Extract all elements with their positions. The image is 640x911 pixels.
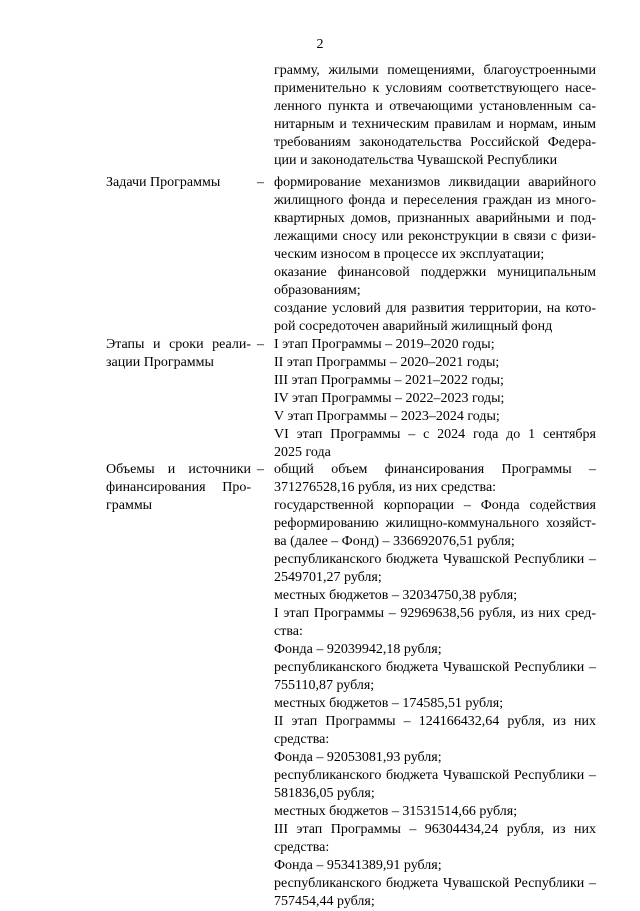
section-label: Объемы и источники финансирования Про-граммы xyxy=(106,462,251,513)
text-line: ва (далее – Фонд) – 336692076,51 рубля; xyxy=(274,534,515,549)
text-line: местных бюджетов – 32034750,38 рубля; xyxy=(274,588,518,603)
section-label: Задачи Программы xyxy=(106,175,221,190)
text-line: лежащими сносу или реконструкции в связи с физи- xyxy=(274,229,596,244)
text-line: государственной корпорации – Фонда содействия xyxy=(274,498,596,513)
text-line: республиканского бюджета Чувашской Республики – xyxy=(274,876,596,891)
text-line: образованиям; xyxy=(274,283,361,298)
section-content xyxy=(274,174,596,336)
text-line: местных бюджетов – 31531514,66 рубля; xyxy=(274,804,518,819)
text-line: VI этап Программы – с 2024 года до 1 сентября xyxy=(274,427,596,442)
text-line: I этап Программы – 2019–2020 годы; xyxy=(274,337,495,352)
text-line: II этап Программы – 2020–2021 годы; xyxy=(274,355,500,370)
page-number: 2 xyxy=(316,37,324,52)
text-line: III этап Программы – 96304434,24 рубля, из них xyxy=(274,822,596,837)
text-line: Фонда – 95341389,91 рубля; xyxy=(274,858,442,873)
text-line: 581836,05 рубля; xyxy=(274,786,375,801)
text-line: общий объем финансирования Программы – xyxy=(274,462,596,477)
section-dash: – xyxy=(257,337,264,352)
text-line: 755110,87 рубля; xyxy=(274,678,375,693)
text-line: ленного пункта и отвечающими установленным са- xyxy=(274,99,596,114)
text-line: Фонда – 92039942,18 рубля; xyxy=(274,642,442,657)
text-line: 371276528,16 рубля, из них средства: xyxy=(274,480,497,495)
text-line: 2549701,27 рубля; xyxy=(274,570,382,585)
section-dash: – xyxy=(257,175,264,190)
text-line: формирование механизмов ликвидации аварийного xyxy=(274,175,596,190)
text-line: ции и законодательства Чувашской Республики xyxy=(274,153,558,168)
text-line: применительно к условиям соответствующего насе- xyxy=(274,81,596,96)
text-line: грамму, жилыми помещениями, благоустроенными xyxy=(274,63,596,78)
text-line: V этап Программы – 2023–2024 годы; xyxy=(274,409,500,424)
text-line: квартирных домов, признанных аварийными и под- xyxy=(274,211,596,226)
text-line: IV этап Программы – 2022–2023 годы; xyxy=(274,391,505,406)
text-line: нитарным и техническим правилам и нормам, иным xyxy=(274,117,596,132)
text-line: I этап Программы – 92969638,56 рубля, из них сред- xyxy=(274,606,596,621)
text-line: требованиям законодательства Российской Федера- xyxy=(274,135,596,150)
intro-continuation-text xyxy=(274,62,596,170)
text-line: рой сосредоточен аварийный жилищный фонд xyxy=(274,319,553,334)
text-line: 2025 года xyxy=(274,445,331,460)
text-line: республиканского бюджета Чувашской Республики – xyxy=(274,660,596,675)
text-line: средства: xyxy=(274,732,330,747)
text-line: ческим износом в процессе их эксплуатации; xyxy=(274,247,545,262)
section-label: Этапы и сроки реали-зации Программы xyxy=(106,337,251,370)
text-line: республиканского бюджета Чувашской Республики – xyxy=(274,552,596,567)
text-line: средства: xyxy=(274,840,330,855)
section-content xyxy=(274,336,596,462)
text-line: реформированию жилищно-коммунального хозяйст- xyxy=(274,516,596,531)
text-line: II этап Программы – 124166432,64 рубля, из них xyxy=(274,714,596,729)
text-line: местных бюджетов – 174585,51 рубля; xyxy=(274,696,504,711)
section-dash: – xyxy=(257,462,264,477)
text-line: республиканского бюджета Чувашской Республики – xyxy=(274,768,596,783)
text-line: ства: xyxy=(274,624,303,639)
text-line: III этап Программы – 2021–2022 годы; xyxy=(274,373,504,388)
text-line: оказание финансовой поддержки муниципальным xyxy=(274,265,596,280)
text-line: 757454,44 рубля; xyxy=(274,894,375,909)
text-line: создание условий для развития территории, на кото- xyxy=(274,301,596,316)
text-line: Фонда – 92053081,93 рубля; xyxy=(274,750,442,765)
section-content xyxy=(274,461,596,911)
text-line: жилищного фонда и переселения граждан из много- xyxy=(274,193,596,208)
